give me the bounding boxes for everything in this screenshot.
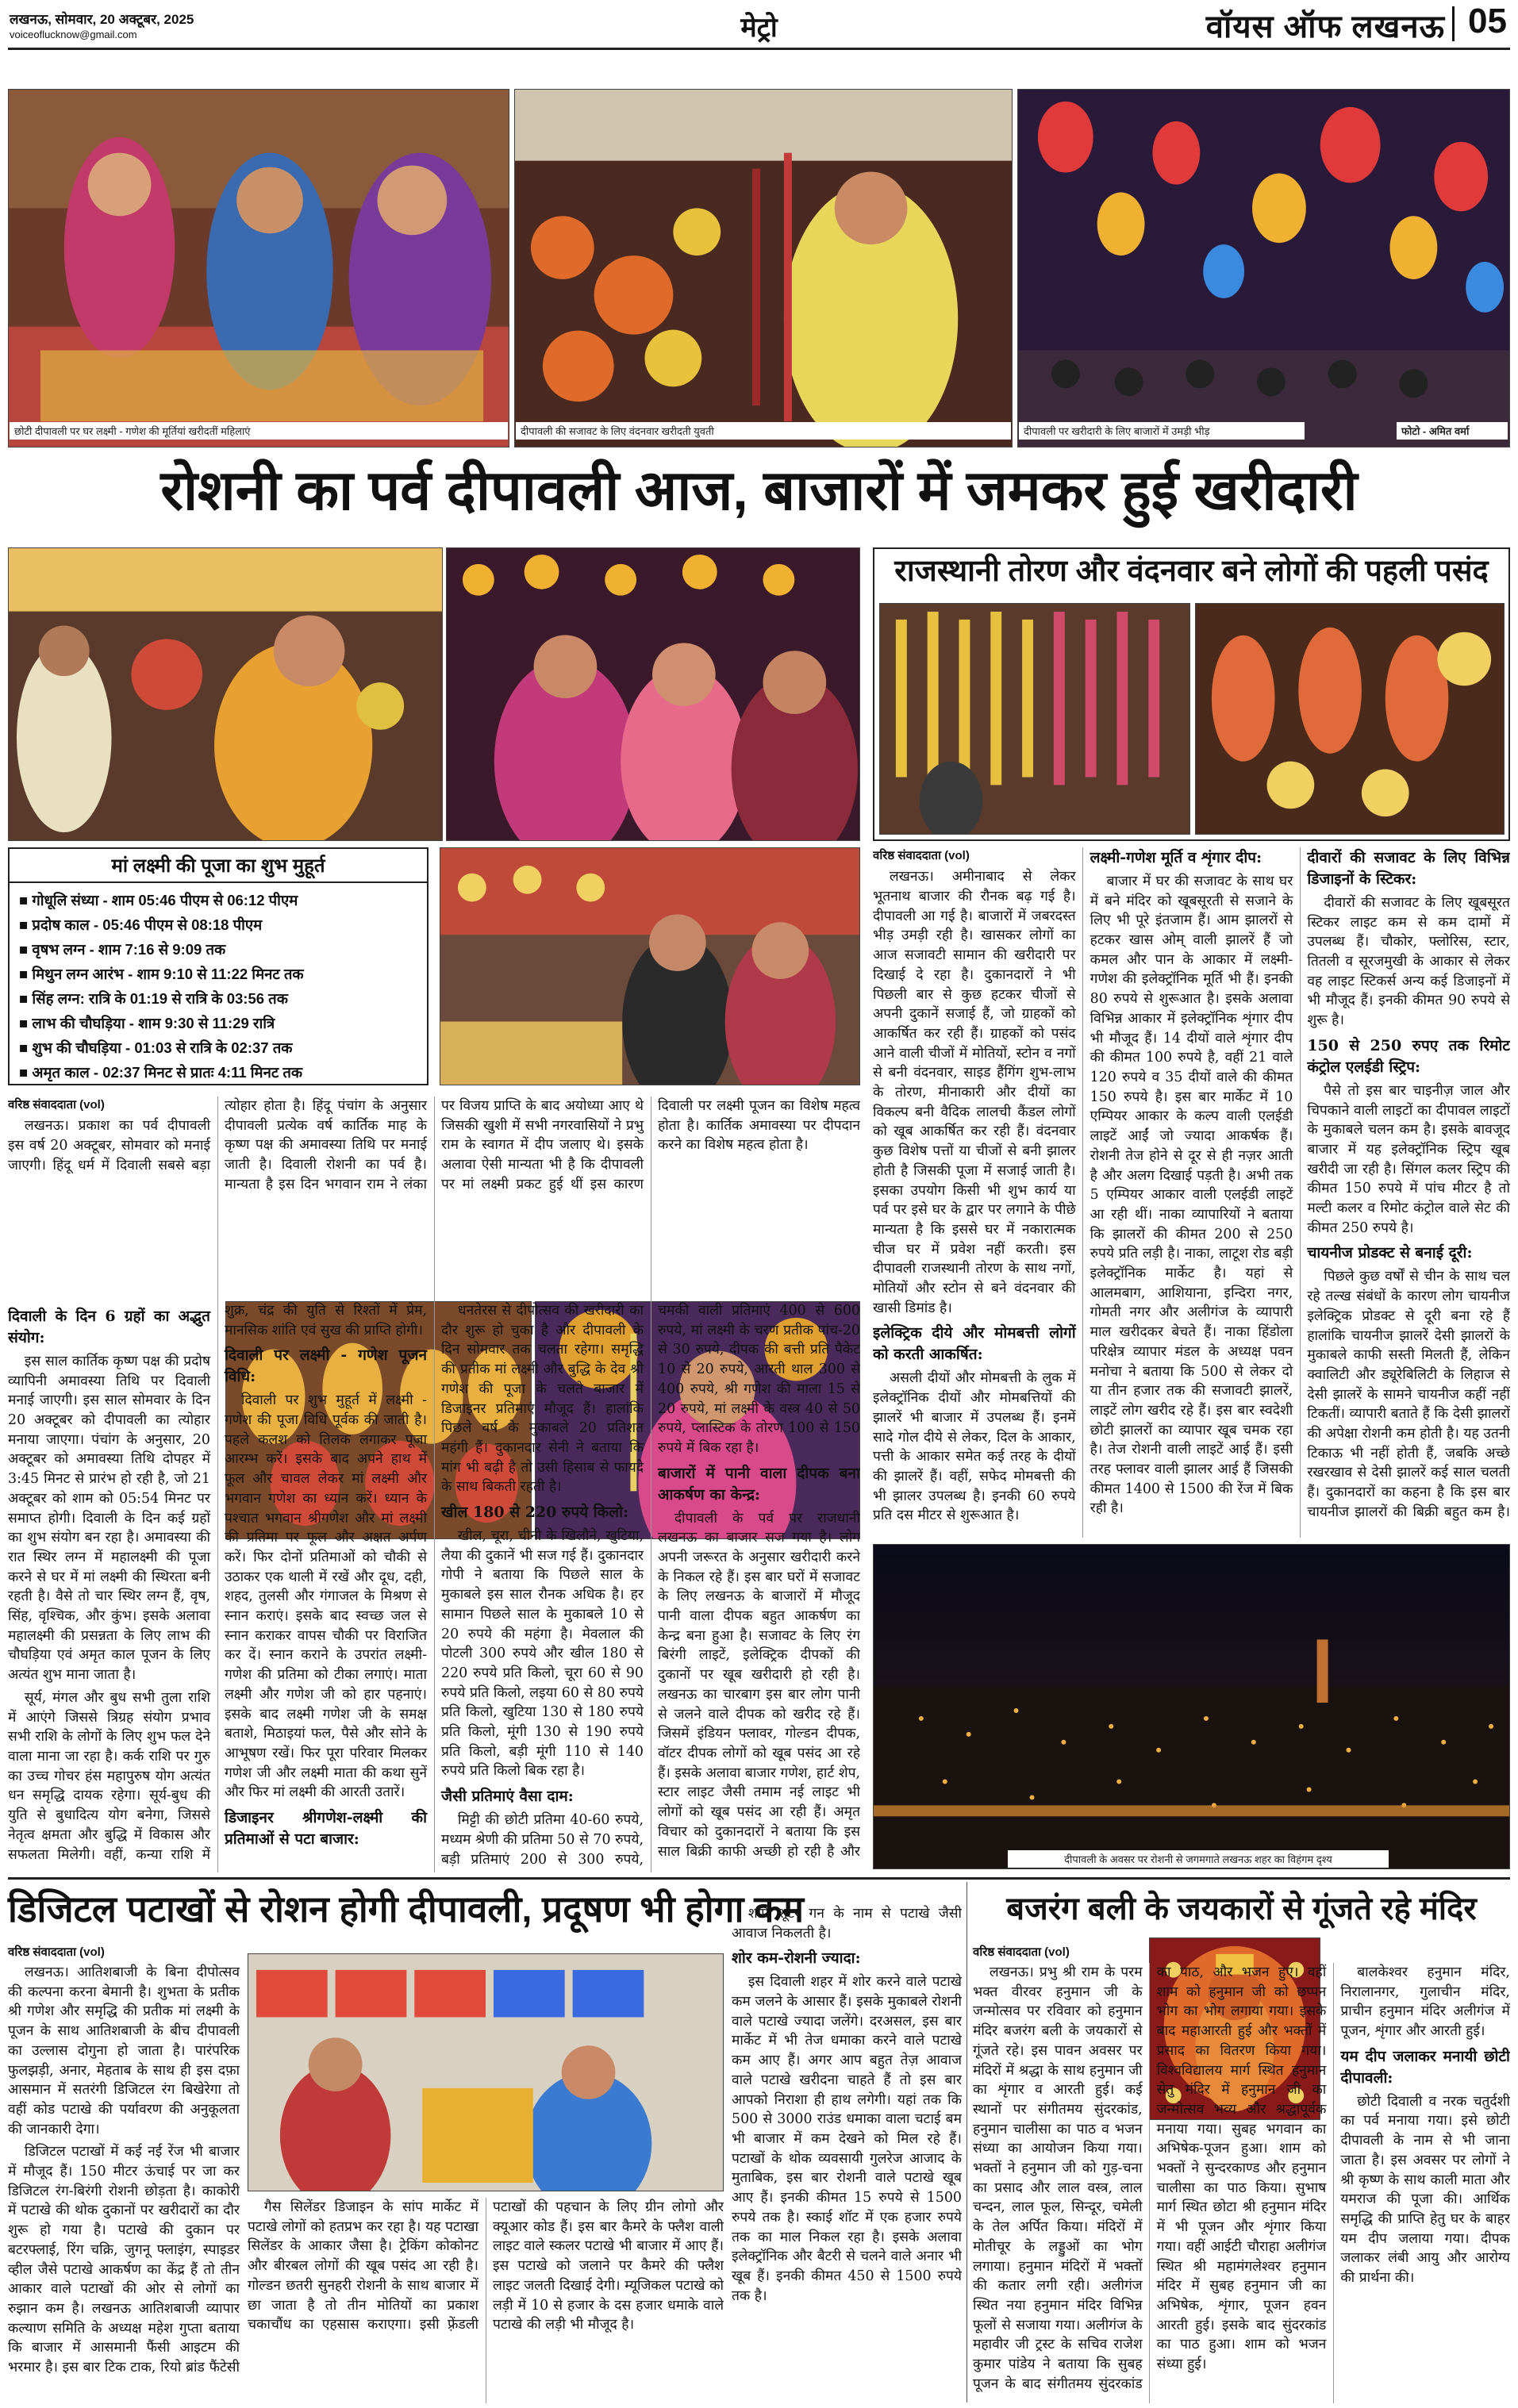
main-story-p5: धनतेरस से दीपोत्सव की खरीदारी का दौर शुरू हो चुका है और दीपावली के दिन सोमवार तक चलता रहेगा। समृद्धि की प्रतीक मां लक्ष्मी और बुद्धि के देव श्री गणेश की पूजा के चलते बाजार में डिजाइनर प्रतिमाएं मौजूद हैं। हालांकि पिछले वर्ष के मुकाबले 20 प्रतिशत महंगी हैं। दुकानदार सेनी ने बताया कि मांग भी बढ़ी है तो उसी हिसाब से फायदे के साथ बिकती रहती है। [441, 1303, 644, 1496]
muhurat-item: ■ गोधूलि संध्या - शाम 05:46 पीएम से 06:12 पीएम [19, 892, 298, 908]
muhurat-item: ■ सिंह लग्न: रात्रि के 01:19 से रात्रि के 03:56 तक [19, 990, 288, 1007]
pataka-middle-cols [248, 2198, 724, 2403]
bajrang-p3: छोटी दिवाली व नरक चतुर्दशी का पर्व मनाया गया। इसे छोटी दीपावली के नाम से भी जाना जाता है। इस अवसर पर लोगों ने श्री कृष्ण के साथ काली माता और यमराज की पूजा की। आर्थिक समृद्धि की प्राप्ति हेतु घर के बाहर यम दीप जलाया गया। दीपक जलाकर लंबी आयु और आरोग्य की प्रार्थना की। [1340, 2093, 1510, 2287]
night-photo-caption: दीपावली के अवसर पर रोशनी से जगमगाते लखनऊ शहर का विहंगम दृश्य [1008, 1850, 1389, 1868]
bajrang-sub1: यम दीप जलाकर मनायी छोटी दीपावली: [1340, 2047, 1510, 2087]
photo-women-buying-idols [8, 89, 509, 447]
muhurat-item: ■ मिथुन लग्न आरंभ - शाम 9:10 से 11:22 मिनट तक [19, 966, 304, 982]
photo-caption-2: दीपावली की सजावट के लिए वंदनवार खरीदती युवती [516, 422, 1011, 440]
page-number: 05 [1468, 2, 1507, 40]
pataka-headline: डिजिटल पटाखों से रोशन होगी दीपावली, प्रदूषण भी होगा कम [8, 1888, 805, 1930]
bajrang-headline: बजरंग बली के जयकारों से गूंजते रहे मंदिर [1006, 1891, 1477, 1926]
photo-toran-display-2 [1195, 603, 1505, 835]
photo-caption-3: दीपावली पर खरीदारी के लिए बाजारों में उमड़ी भीड़ [1019, 422, 1305, 440]
muhurat-item: ■ वृषभ लग्न - शाम 7:16 से 9:09 तक [19, 941, 226, 958]
main-story-byline: वरिष्ठ संवाददाता (vol) [8, 1098, 105, 1112]
bajrang-p2: बालकेश्वर हनुमान मंदिर, निरालानगर, गुलाचीन मंदिर, प्राचीन हनुमान मंदिर अलीगंज में पूजन, शृंगार और आरती हुई। [1340, 1964, 1510, 2040]
muhurat-item: ■ शुभ की चौघड़िया - 01:03 से रात्रि के 02:37 तक [19, 1039, 293, 1056]
main-story-p8: दीपावली के पर्व पर राजधानी लखनऊ का बाजार सज गया है। लोग अपनी जरूरत के अनुसार खरीदारी करने के निकल रहे हैं। इस बार घरों में सजावट के लिए लखनऊ के बाजारों में मौजूद पानी वाला दीपक बहुत आकर्षण का केन्द्र बना हुआ है। सजावट के लिए रंग बिरंगी लाइटें, इलेक्ट्रिक दीपकों की दुकानों पर खूब खरीदारी हो रही है। लखनऊ का चारबाग इस बार लोग पानी से जलने वाले दीपक को खरीद रहे हैं। जिसमें इंडियन फ्लावर, गोल्डन दीपक, वॉटर दीपक लोगों को खूब पसंद आ रहे हैं। इसके अलावा बाजार गणेश, हार्ट शेप, स्टार लाइट जैसी तमाम नई लाइट भी लोगों को खूब पसंद आ रही हैं। अमृत विचार को दुकानदारों ने बताया कि इस साल बिक्री काफी अच्छी हो रही है और [658, 1510, 860, 1860]
photo-caption-1: छोटी दीपावली पर घर लक्ष्मी - गणेश की मूर्तियां खरीदतीं महिलाएं [10, 422, 508, 440]
rajasthani-sub5: चायनीज प्रोडक्ट से बनाई दूरी: [1307, 1244, 1473, 1262]
rajasthani-sub3: दीवारों की सजावट के लिए विभिन्न डिजाइनों के स्टिकर: [1307, 849, 1510, 888]
photo-market-crowd [1017, 89, 1510, 447]
photo-man-holding-decor [8, 547, 443, 841]
main-story-p7: मिट्टी की छोटी प्रतिमा 40-60 रुपये, मध्यम श्रेणी की प्रतिमा 50 से 70 रुपये, बड़ी प्रतिमाएं 200 से 300 रुपये, चमकी वाली प्रतिमाएं 400 से 600 रुपये, मां लक्ष्मी के चरण प्रतीक पांच-20 से 30 रुपये, दीपक की बत्ती प्रति पैकेट 10 से 20 रुपये, आरती थाल 300 से 400 रुपये, श्री गणेश की माला 15 से 20 रुपये, मां लक्ष्मी के वस्त्र 40 से 50 रुपये, प्लास्टिक के तोरण 100 से 150 रुपये में बिक रहा है। [441, 1303, 860, 1868]
main-story-upper [8, 1096, 860, 1301]
bajrang-p1: लखनऊ। प्रभु श्री राम के परम भक्त वीरवर हनुमान जी के जन्मोत्सव पर रविवार को हनुमान मंदिर बजरंग बली के जयकारों से गूंजते रहे। इस पावन अवसर पर मंदिरों में श्रद्धा के साथ हनुमान जी का शृंगार व आरती हुई। कई स्थानों पर संगीतमय सुंदरकांड, हनुमान चालीसा का पाठ व भजन संध्या का आयोजन किया गया। भक्तों ने हनुमान जी को गुड़-चना का प्रसाद और लाल वस्त्र, लाल चन्दन, लाल फूल, सिन्दूर, चमेली के तेल अर्पित किया। मंदिरों में मोतीचूर के लड्डुओं का भोग लगाया। हनुमान मंदिरों में भक्तों की कतार लगी रही। अलीगंज स्थित नया हनुमान मंदिर विभिन्न फूलों से सजाया गया। अलीगंज के महावीर जी ट्रस्ट के सचिव राजेश कुमार पांडेय ने बताया कि सुबह पूजन के बाद संगीतमय सुंदरकांड का पाठ, और भजन हुए। वहीं शाम को हनुमान जी को छप्पन भोग का भोग लगाया गया। इसके बाद महाआरती हुई और भक्तों में प्रसाद का वितरण किया गया। विश्वविद्यालय मार्ग स्थित हनुमान सेतु मंदिर में हनुमान जी का जन्मोत्सव भव्य और श्रद्धापूर्वक मनाया गया। सुबह भगवान का अभिषेक-पूजन हुआ। शाम को भक्तों ने सुन्दरकाण्ड और हनुमान चालीसा का पाठ किया। सुभाष मार्ग स्थित छोटा श्री हनुमान मंदिर में भी पूजन और शृंगार किया गया। वहीं आईटी चौराहा अलीगंज स्थित श्री महामंगलेश्वर हनुमान मंदिर में सुबह हनुमान जी का अभिषेक, शृंगार, पूजन हवन आरती हुई। इसके बाद सुंदरकांड का पाठ हुआ। शाम को भजन संध्या हुई। [973, 1964, 1327, 2392]
paper-name: वॉयस ऑफ लखनऊ [1205, 10, 1445, 44]
rajasthani-headline: राजस्थानी तोरण और वंदनवार बने लोगों की पहली पसंद [894, 555, 1489, 588]
section-rule [8, 1877, 1510, 1880]
pataka-p5: इस दिवाली शहर में शोर करने वाले पटाखे कम जलने के आसार हैं। इसके मुकाबले रोशनी वाले पटाखे ज्यादा जलेंगे। दरअसल, इस बार मार्केट में भी तेज धमाका करने वाले पटाखे कम आए हैं। अगर आप बहुत तेज़ आवाज वाले पटाखे खरीदना चाहते हैं तो इस बार आपको निराशा ही हाथ लगेगी। यहां तक कि 500 से 3000 राउंड धमाका वाला चटाई बम भी बाजार में कम देखने को मिल रहे हैं। पटाखों के थोक व्यवसायी गुलरेज आजाद के मुताबिक, इस बार रोशनी वाले पटाखे खूब आए हैं। इनकी कीमत 15 रुपये से 1500 रुपये तक है। स्काई शॉट में एक हजार रुपये तक का माल निकल रहा है। इसके अलावा इलेक्ट्रॉनिक और बैटरी से चलने वाले अनार भी खूब हैं। इनकी कीमत 450 से 1500 रुपये तक है। [732, 1974, 962, 2304]
pataka-p1: लखनऊ। आतिशबाजी के बिना दीपोत्सव की कल्पना करना बेमानी है। शुभता के प्रतीक श्री गणेश और समृद्धि की प्रतीक मां लक्ष्मी के पूजन के साथ आतिशबाजी के बीच दीपावली का उल्लास दोगुना हो जाता है। पारंपरिक फुलझड़ी, अनार, मेहताब के साथ ही इस दफ़ा आसमान में सतरंगी डिजिटल रंग बिखेरेगा तो वहीं कोड पटाखे की पर्यावरण की अनुकूलता की जानकारी देगा। [8, 1964, 240, 2137]
pataka-p4: शार्प शूटर गन के नाम से पटाखे जैसी आवाज निकलती है। [732, 1906, 962, 1941]
rajasthani-story-body [873, 847, 1510, 1538]
rajasthani-p2: असली दीयों और मोमबत्ती के लुक में इलेक्ट्रॉनिक दीयों और मोमबत्तियों की झालरें भी बाजार में उपलब्ध हैं। इनमें सादे गोल दीये से लेकर, दिल के आकार, पत्ती के आकार समेत कई तरह के दीयों की झालरें हैं। वहीं, सफेद मोमबत्ती की भी झालर उपलब्ध है। इनकी 60 रुपये प्रति दस मीटर से शुरूआत है। [873, 1370, 1076, 1524]
muhurat-item: ■ अमृत काल - 02:37 मिनट से प्रातः 4:11 मिनट तक [19, 1064, 303, 1081]
photo-lucknow-night-aerial [873, 1544, 1510, 1869]
main-story-sub1: दिवाली के दिन 6 ग्रहों का अद्भुत संयोग: [8, 1308, 210, 1346]
main-story-sub3: डिजाइनर श्रीगणेश-लक्ष्मी की प्रतिमाओं से पटा बाजार: [225, 1809, 427, 1849]
main-story-p6: खील, चूरा, चीनी के खिलौने, खुटिया, लैया की दुकानें भी सज गई हैं। दुकानदार गोपी ने बताया कि पिछले साल के मुकाबले इस साल रौनक अधिक है। हर सामान पिछले साल के मुकाबले 10 से 20 रुपये की महंगा है। मेवलाल की पोटली 300 रुपये और खील 180 से 220 रुपये प्रति किलो, चूरा 60 से 90 रुपये प्रति किलो, लइया 60 से 80 रुपये प्रति किलो, खुटिया 130 से 180 रुपये प्रति किलो, मूंगी 130 से 190 रुपये प्रति किलो, बड़ी मूंगी 110 से 140 रुपये प्रति किलो बिक रहा है। [441, 1528, 644, 1780]
main-story-p4: दिवाली पर शुभ मुहूर्त में लक्ष्मी - गणेश की पूजा विधि पूर्वक की जाती है। पहले कलश को तिलक लगाकर पूजा आरम्भ करें। इसके बाद अपने हाथ में फूल और चावल लेकर मां लक्ष्मी और भगवान गणेश का ध्यान करें। ध्यान के पश्चात भगवान श्रीगणेश और मां लक्ष्मी की प्रतिमा पर फूल और अक्षत अर्पण करें। फिर दोनों प्रतिमाओं को चौकी से उठाकर एक थाली में रखें और दूध, दही, शहद, तुलसी और गंगाजल के मिश्रण से स्नान कराएं। इसके बाद स्वच्छ जल से स्नान कराकर वापस चौकी पर विराजित कर दें। स्नान कराने के उपरांत लक्ष्मी-गणेश की प्रतिमा को टीका लगाएं। माता लक्ष्मी और गणेश जी को हार पहनाएं। इसके बाद लक्ष्मी गणेश जी के समक्ष बताशे, मिठाइयां फल, पैसे और सोने के आभूषण रखें। फिर पूरा परिवार मिलकर गणेश जी और लक्ष्मी माता की कथा सुनें और फिर मां लक्ष्मी की आरती उतारें। [225, 1392, 427, 1801]
pataka-sub1: शोर कम-रोशनी ज्यादा: [732, 1949, 861, 1968]
email: voiceoflucknow@gmail.com [10, 29, 137, 40]
rajasthani-sub2: लक्ष्मी-गणेश मूर्ति व शृंगार दीप: [1090, 849, 1262, 866]
photo-woman-buying-vandanwar [514, 89, 1013, 447]
main-story-p2: इस साल कार्तिक कृष्ण पक्ष की प्रदोष व्यापिनी अमावस्या तिथि पर दिवाली मनाई जाएगी। इस साल सोमवार के दिन 20 अक्टूबर को दीपावली का त्योहार मनाया जाएगा। पंचांग के अनुसार, 20 अक्टूबर को अमावस्या तिथि दोपहर में 3:45 मिनट से प्रारंभ हो रही है, जो 21 अक्टूबर को शाम को 05:54 मिनट पर समाप्त होगी। दिवाली के दिन कई ग्रहों का शुभ संयोग बन रहा है। अमावस्या की रात स्थिर लग्न में महालक्ष्मी की पूजा करने से घर में मां लक्ष्मी की स्थिरता बनी रहती है। वैसे तो चार स्थिर लग्न हैं, वृष, सिंह, वृश्चिक, और कुंभ। इसके अलावा महालक्ष्मी की प्रसन्नता के लिए लाभ की चौघड़िया एवं अमृत काल पूजन के लिए अत्यंत शुभ माना जाता है। [8, 1353, 210, 1684]
date-line: लखनऊ, सोमवार, 20 अक्टूबर, 2025 [10, 12, 194, 27]
main-story-p3: सूर्य, मंगल और बुध सभी तुला राशि में आएंगे जिससे त्रिग्रह संयोग प्रभाव सभी राशि के लोगों के लिए शुभ फल देने वाला माना जा रहा है। कर्क राशि पर गुरु का उच्च गोचर हंस महापुरुष योग अत्यंत धन समृद्धि दायक रहेगा। सूर्य-बुध की युति से बुधादित्य योग बनेगा, जिससे नेतृत्व क्षमता और बुद्धि में विकास और सफलता मिलेगी। वहीं, कन्या राशि में शुक्र, चंद्र की युति से रिश्तों में प्रेम, मानसिक शांति एवं सुख की प्राप्ति होगी। [8, 1303, 427, 1863]
photo-credit: फोटो - अमित वर्मा [1397, 422, 1508, 440]
main-story-sub4: खील 180 से 220 रुपये किलो: [441, 1504, 629, 1522]
rajasthani-p3: बाजार में घर की सजावट के साथ घर में बने मंदिर को खूबसूरती से सजाने के लिए भी पूरे इंतजाम हैं। आम झालरों से हटकर खास ओम् वाली झालरें हैं जो कमल और पान के आकार में लक्ष्मी-गणेश की इलेक्ट्रॉनिक मूर्ति भी हैं। इनकी 80 रुपये से शुरूआत है। इसके अलावा विभिन्न आकार में इलेक्ट्रॉनिक शृंगार दीप भी मौजूद हैं। 14 दीयों वाले शृंगार दीप की कीमत 100 रुपये है, वहीं 21 वाले 120 रुपये व 35 दीयों वाले की कीमत 150 रुपये है। इस बार मार्केट में 10 एम्पियर आकार के कल्प वाली एलईडी लाइटें आईं जो ज्यादा आकर्षक हैं। रोशनी तेज होने से दूर से ही नज़र आती है और अलग दिखाई पड़ती है। अभी तक 5 एम्पियर आकार वाली एलईडी लाइटें आ रही थीं। नाका व्यापारियों ने बताया कि झालरों की कीमत 200 से 250 रुपये प्रति लड़ी है। नाका, लाटूश रोड बड़ी इलेक्ट्रॉनिक मार्केट है। यहां से आलमबाग, आशियाना, इन्दिरा नगर, गोमती नगर और अलीगंज के व्यापारी माल खरीदकर बेचते हैं। नाका हिंडोला परिक्षेत्र व्यापार मंडल के अध्यक्ष पवन मनोचा ने बताया कि 500 से लेकर दो या तीन हजार तक की सजावटी झालरें, लाइटें लोग खरीद रहे हैं। इस बार स्वदेशी छोटी झालरों का व्यापार खूब चमक रहा है। तेज रोशनी वाली लाइटें आई हैं। इसी तरह फ्लावर वाली झालर आई हैं जिसकी कीमत 1400 से 1500 की रेंज में बिक रही है। [1090, 873, 1293, 1517]
rajasthani-p4: दीवारों की सजावट के लिए खूबसूरत स्टिकर लाइट कम से कम दामों में उपलब्ध हैं। चौकोर, फ्लोरिस, स्टार, तितली व सूरजमुखी के आकार से लेकर वह लाइट स्टिकर्स अन्य कई डिजाइनों में भी मौजूद हैं। इनकी कीमत 90 रुपये से शुरू है। [1307, 894, 1510, 1029]
bajrang-body [973, 1963, 1510, 2403]
pataka-p3: गैस सिलेंडर डिजाइन के सांप मार्केट में पटाखे लोगों को हतप्रभ कर रहा है। यह पटाखा सिलेंडर के आकार जैसा है। ट्रेकिंग कोकोनट और बीरबल लोगों की खूब पसंद आ रही है। गोल्डन छतरी सुनहरी रोशनी के साथ बाजार में छा जाता है तो तीन मोतियों का प्रकाश चकाचौंध का एहसास कराएगा। इसी फ़्रेंडली पटाखों की पहचान के लिए ग्रीन लोगो और क्यूआर कोड हैं। इस बार कैमरे के फ्लैश वाली लाइट वाले स्कलर पटाखे भी बाजार में आए हैं। इस पटाखे को जलाने पर कैमरे की फ्लैश लाइट जलती दिखाई देगी। म्यूजिकल पटाखे को लड़ी में 10 से हजार के दस हजार धमाके वाले पटाखे की लड़ी भी मौजूद है। [248, 2199, 724, 2333]
main-story-p1: लखनऊ। प्रकाश का पर्व दीपावली इस वर्ष 20 अक्टूबर, सोमवार को मनाई जाएगी। हिंदू धर्म में दिवाली सबसे बड़ा त्योहार होता है। हिंदू पंचांग के अनुसार दीपावली प्रत्येक वर्ष कार्तिक माह के कृष्ण पक्ष की अमावस्या तिथि पर मनाई जाती है। दिवाली रोशनी का पर्व है। मान्यता है इस दिन भगवान राम ने लंका पर विजय प्राप्ति के बाद अयोध्या आए थे जिसकी खुशी में सभी नगरवासियों ने प्रभु राम के स्वागत में दीप जलाए थे। इसके अलावा ऐसी मान्यता भी है कि दीपावली पर मां लक्ष्मी प्रकट हुई थीं इस कारण दिवाली पर लक्ष्मी पूजन का विशेष महत्व होता है। कार्तिक अमावस्या पर दीपदान करने का विशेष महत्व होता है। [8, 1098, 860, 1192]
page-divider [1452, 6, 1455, 41]
muhurat-box [8, 847, 428, 1085]
muhurat-item: ■ लाभ की चौघड़िया - शाम 9:30 से 11:29 रात्रि [19, 1015, 275, 1031]
main-headline: रोशनी का पर्व दीपावली आज, बाजारों में जमकर हुई खरीदारी [160, 459, 1358, 521]
photo-toran-display-1 [879, 603, 1190, 835]
pataka-right-col [732, 1904, 962, 2403]
section-title: मेट्रो [740, 13, 778, 43]
rajasthani-sub1: इलेक्ट्रिक दीये और मोमबत्ती लोगों को करती आकर्षित: [873, 1324, 1076, 1364]
photo-firecracker-shop [248, 1953, 724, 2191]
main-story-lower [8, 1301, 860, 1872]
rajasthani-sub4: 150 से 250 रुपए तक रिमोट कंट्रोल एलईडी स्ट्रिप: [1307, 1036, 1510, 1076]
rajasthani-p5: पैसे तो इस बार चाइनीज़ जाल और चिपकाने वाली लाइटों का दीपावल लाइटों के मुकाबले चलन कम है। इसके बावजूद बाजार में यह इलेक्ट्रॉनिक स्ट्रिप खूब खरीदी जा रही है। सिंगल कलर स्ट्रिप की कीमत 150 रुपये में पांच मीटर है तो मल्टी कलर व रिमोट कंट्रोल वाले सेट की कीमत 250 रुपये है। [1307, 1082, 1510, 1236]
pataka-left-col [8, 1963, 240, 2403]
main-story-sub5: जैसी प्रतिमाएं वैसा दाम: [441, 1788, 574, 1806]
photo-women-bargaining [440, 847, 860, 1085]
muhurat-title: मां लक्ष्मी की पूजा का शुभ मुहूर्त [10, 849, 427, 883]
bajrang-byline: वरिष्ठ संवाददाता (vol) [973, 1945, 1070, 1959]
photo-women-smiling-shopping [446, 547, 860, 841]
rajasthani-p6: पिछले कुछ वर्षों से चीन के साथ चल रहे तल्ख संबंधों के कारण लोग चायनीज इलेक्ट्रिक प्रोडक्ट से दूरी बना रहे हैं हालांकि चायनीज झालरें देसी झालरों के मुकाबले काफी सस्ती मिलती हैं, लेकिन क्वालिटी और ड्यूरेबिलिटी के लिहाज से देसी झालरें के सामने चायनीज कहीं नहीं टिकतीं। व्यापारी बताते हैं कि देसी झालरों की अपेक्षा रोशनी कम होती है। यह उतनी टिकाऊ भी नहीं होती हैं, जबकि अच्छे रखरखाव से देसी झालरें कई साल चलती हैं। दुकानदारों का कहना है कि इस बार चायनीज झालरों की बिक्री बहुत कम है। [1307, 1269, 1510, 1520]
pataka-byline: वरिष्ठ संवाददाता (vol) [8, 1945, 105, 1959]
rajasthani-byline: वरिष्ठ संवाददाता (vol) [873, 849, 970, 862]
muhurat-item: ■ प्रदोष काल - 05:46 पीएम से 08:18 पीएम [19, 916, 263, 933]
masthead-rule [8, 48, 1510, 50]
rajasthani-p1: लखनऊ। अमीनाबाद से लेकर भूतनाथ बाजार की रौनक बढ़ गई है। दीपावली आ गई है। बाजारों में जबरदस्त भीड़ उमड़ी रही है। खासकर लोगों का आज सजावटी सामान की खरीदारी पर दिखाई दे रहा है। दुकानदारों ने भी पिछली बार से कुछ हटकर चीजों से अपनी दुकानें सजाई हैं, जो ग्राहकों को आकर्षित कर रही हैं। ग्राहकों को पसंद आने वाली चीजों में मोतियों, स्टोन व नगों से बनी वंदनवार, साइड हैंगिंग शुभ-लाभ के तोरण, मीनाकारी और दीयों का विकल्प बनी वैदिक लालची कैंडल लोगों को खूब आकर्षित कर रही हैं। वंदनवार कुछ विशेष पत्तों या चीजों से बनी झालर होती है जिसकी पूजा में सजाई जाती है। इसका उपयोग किसी भी शुभ कार्य या पर्व पर इसे घर के द्वार पर लगाने के पीछे मान्यता है कि इससे घर में नकारात्मक चीज घर में प्रवेश नहीं करती। इस दीपावली राजस्थानी तोरण के साथ नगों, मोतियों और स्टोन से बने वंदनवार की खासी डिमांड है। [873, 869, 1076, 1316]
main-story-sub2: दिवाली पर लक्ष्मी - गणेश पूजन विधि: [225, 1346, 427, 1386]
pataka-p2: डिजिटल पटाखों में कई नई रेंज भी बाजार में मौजूद हैं। 150 मीटर ऊंचाई पर जा कर डिजिटल रंग-बिरंगी रोशनी छोड़ता है। काकोरी में पटाखे की थोक दुकानों पर खरीदारों का दौर शुरू हो गया है। पटाखे की दुकान पर बटरफ्लाई, रिंग चक्रि, जुगनू फ्लाइंग, स्पाइडर व्हील जैसे पटाखे आकर्षण का केंद्र हैं तो तीन आकार वाले पटाखों की ओर से लोगों का रुझान कम है। लखनऊ आतिशबाजी व्यापार कल्याण समिति के अध्यक्ष महेश गुप्ता बताया कि बाजार में आसमानी फैंसी आइटम की भरमार है। इस बार टिक टाक, रियो ब्रांड फैंटेसी [8, 2144, 240, 2376]
main-story-sub6: बाजारों में पानी वाला दीपक बना आकर्षण का केन्द्र: [658, 1464, 860, 1504]
